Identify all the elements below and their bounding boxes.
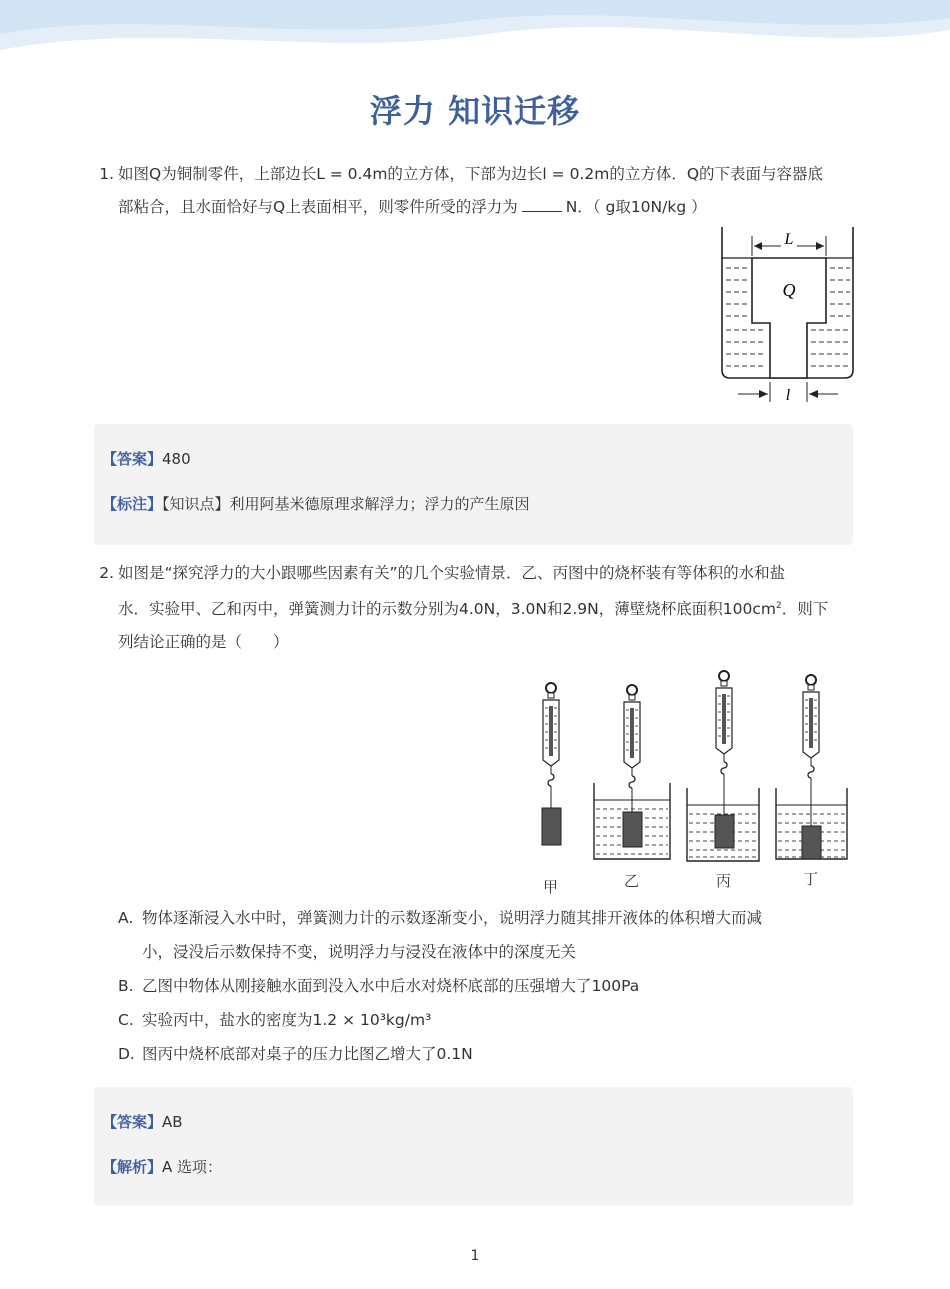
header-wave-decoration [0, 0, 950, 70]
question-text-line: 如图Q为铜制零件，上部边长L = 0.4m的立方体，下部为边长l = 0.2m的立方体．Q的下表面与容器底 [118, 165, 824, 183]
note-row [102, 493, 530, 514]
option-text: 图丙中烧杯底部对桌子的压力比图乙增大了0.1N [142, 1045, 473, 1063]
superscript: 2 [775, 601, 782, 611]
question-text-line [118, 191, 856, 224]
question-number: 1. [99, 165, 114, 183]
option-text: 乙图中物体从刚接触水面到没入水中后水对烧杯底部的压强增大了100Pa [142, 977, 640, 995]
page-title: 浮力 知识迁移 [369, 92, 581, 130]
option-c [118, 1003, 838, 1037]
question-text: ．则下 [781, 600, 829, 619]
answer-row [102, 448, 191, 469]
option-letter: B. [118, 977, 134, 995]
option-text: 实验丙中，盐水的密度为1.2 × 10³kg/m³ [142, 1011, 432, 1029]
question-text: 水．实验甲、乙和丙中，弹簧测力计的示数分别为4.0N，3.0N和2.9N，薄壁烧杯底面积100cm [118, 600, 776, 619]
container-figure [712, 222, 862, 408]
option-letter: D. [118, 1045, 135, 1063]
answer-value: 480 [162, 450, 191, 468]
question-1 [94, 158, 856, 224]
option-a [118, 901, 838, 969]
label-l: l [785, 387, 791, 404]
note-value: 【知识点】利用阿基米德原理求解浮力；浮力的产生原因 [162, 495, 530, 513]
option-b [118, 969, 838, 1003]
answer-blank [522, 197, 562, 212]
question-2 [94, 557, 856, 659]
analysis-value: A 选项： [162, 1158, 223, 1176]
options-list [118, 901, 838, 1071]
label-Q: Q [782, 280, 796, 300]
spring-scale-figure [528, 666, 858, 896]
page-number: 1 [470, 1248, 480, 1264]
analysis-row [102, 1156, 222, 1177]
figure-label-jia: 甲 [543, 878, 559, 896]
option-d [118, 1037, 838, 1071]
answer-box [94, 424, 853, 545]
answer-value: AB [162, 1113, 183, 1131]
label-L: L [784, 231, 794, 248]
answer-tag: 【答案】 [102, 450, 163, 468]
answer-tag: 【答案】 [102, 1113, 163, 1131]
question-text: 部粘合，且水面恰好与Q上表面相平，则零件所受的浮力为 [118, 198, 518, 216]
question-text: N．（ g取10N/kg ） [565, 198, 707, 216]
option-text: 小，浸没后示数保持不变，说明浮力与浸没在液体中的深度无关 [142, 943, 577, 961]
question-text-line [118, 590, 856, 626]
analysis-tag: 【解析】 [102, 1158, 163, 1176]
question-text-line: 列结论正确的是（ ） [118, 633, 289, 652]
answer-box [94, 1087, 853, 1206]
option-letter: C. [118, 1011, 134, 1029]
option-letter: A. [118, 909, 134, 927]
figure-label-bing: 丙 [716, 872, 732, 890]
question-number: 2. [99, 564, 114, 582]
figure-label-ding: 丁 [803, 870, 819, 888]
option-text: 物体逐渐浸入水中时，弹簧测力计的示数逐渐变小，说明浮力随其排开液体的体积增大而减 [142, 909, 763, 927]
note-tag: 【标注】 [102, 495, 163, 513]
answer-row [102, 1111, 183, 1132]
figure-label-yi: 乙 [624, 872, 640, 890]
question-text-line: 如图是“探究浮力的大小跟哪些因素有关”的几个实验情景．乙、丙图中的烧杯装有等体积的水和盐 [118, 564, 786, 582]
